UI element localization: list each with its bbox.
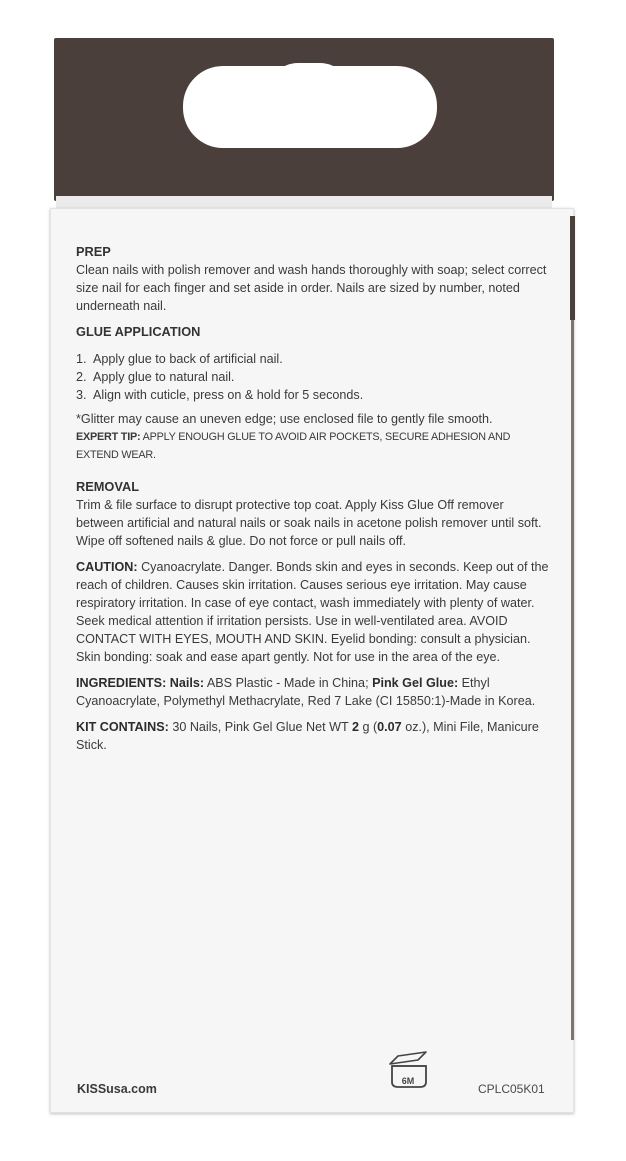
ingredients-nails-text: ABS Plastic - Made in China; <box>206 676 369 690</box>
kit-contains-section <box>76 718 554 754</box>
expert-tip-label: EXPERT TIP: <box>76 431 141 443</box>
glitter-note: *Glitter may cause an uneven edge; use enclosed file to gently file smooth. <box>76 412 493 426</box>
step-number: 1. <box>76 352 87 366</box>
kit-weight-ounces: 0.07 <box>377 720 402 734</box>
glue-step <box>76 386 554 404</box>
removal-section <box>76 478 554 550</box>
kit-contains-label: KIT CONTAINS: <box>76 720 169 734</box>
pao-label: 6M <box>401 1076 415 1086</box>
step-number: 3. <box>76 388 87 402</box>
step-text: Apply glue to back of artificial nail. <box>93 352 283 366</box>
removal-heading: REMOVAL <box>76 479 140 494</box>
ingredients-glue-text: Ethyl Cyanoacrylate, Polymethyl Methacrylate, Red 7 Lake (CI 15850:1)-Made in Korea. <box>76 676 536 708</box>
ingredients-glue-label: Pink Gel Glue: <box>372 676 459 690</box>
glue-application-heading: GLUE APPLICATION <box>76 324 201 339</box>
side-edge <box>570 216 575 320</box>
caution-text-block <box>76 558 554 666</box>
step-text: Apply glue to natural nail. <box>93 370 235 384</box>
prep-section <box>76 243 554 315</box>
ingredients-section <box>76 674 554 710</box>
expert-tip <box>76 428 554 464</box>
instructions <box>76 243 554 754</box>
removal-body: Trim & file surface to disrupt protective top coat. Apply Kiss Glue Off remover between artificial and natural nails or soak nails in acetone polish remover until soft. Wipe off softened nails & glue. Do not force or pull nails off. <box>76 498 542 548</box>
side-edge-shadow <box>571 320 574 1040</box>
caution-label: CAUTION: <box>76 560 138 574</box>
ingredients-text-block <box>76 674 554 710</box>
kit-weight-grams: 2 <box>351 720 359 734</box>
glue-step <box>76 350 554 368</box>
expert-tip-text: APPLY ENOUGH GLUE TO AVOID AIR POCKETS, SECURE ADHESION AND EXTEND WEAR. <box>76 431 511 461</box>
ingredients-label: INGREDIENTS: <box>76 676 167 690</box>
prep-body: Clean nails with polish remover and wash hands thoroughly with soap; select correct size nail for each finger and set aside in order. Nails are sized by number, noted underneath nail. <box>76 263 547 313</box>
product-code: CPLC05K01 <box>478 1082 545 1096</box>
kit-contains-text-block <box>76 718 554 754</box>
step-text: Align with cuticle, press on & hold for 5 seconds. <box>93 388 364 402</box>
glue-step <box>76 368 554 386</box>
step-number: 2. <box>76 370 87 384</box>
caution-text: Cyanoacrylate. Danger. Bonds skin and eyes in seconds. Keep out of the reach of children. Causes skin irritation. Causes serious eye irritation. May cause respiratory irritation. In case of eye contact, wash immediately with plenty of water. Seek medical attention if irritation persists. Use in well-ventilated area. AVOID CONTACT WITH EYES, MOUTH AND SKIN. Eyelid bonding: consult a physician. Skin bonding: soak and ease apart gently. Not for use in the area of the eye. <box>76 560 549 664</box>
prep-heading: PREP <box>76 244 111 259</box>
glue-steps <box>76 350 554 404</box>
ingredients-nails-label: Nails: <box>169 676 205 690</box>
glue-application-section <box>76 323 554 464</box>
kit-contains-text-b: g ( <box>362 720 378 734</box>
caution-section <box>76 558 554 666</box>
kit-contains-text-a: 30 Nails, Pink Gel Glue Net WT <box>172 720 349 734</box>
kit-contains-text-c: oz.), Mini File, Manicure Stick. <box>76 720 539 752</box>
website-url: KISSusa.com <box>77 1082 157 1096</box>
